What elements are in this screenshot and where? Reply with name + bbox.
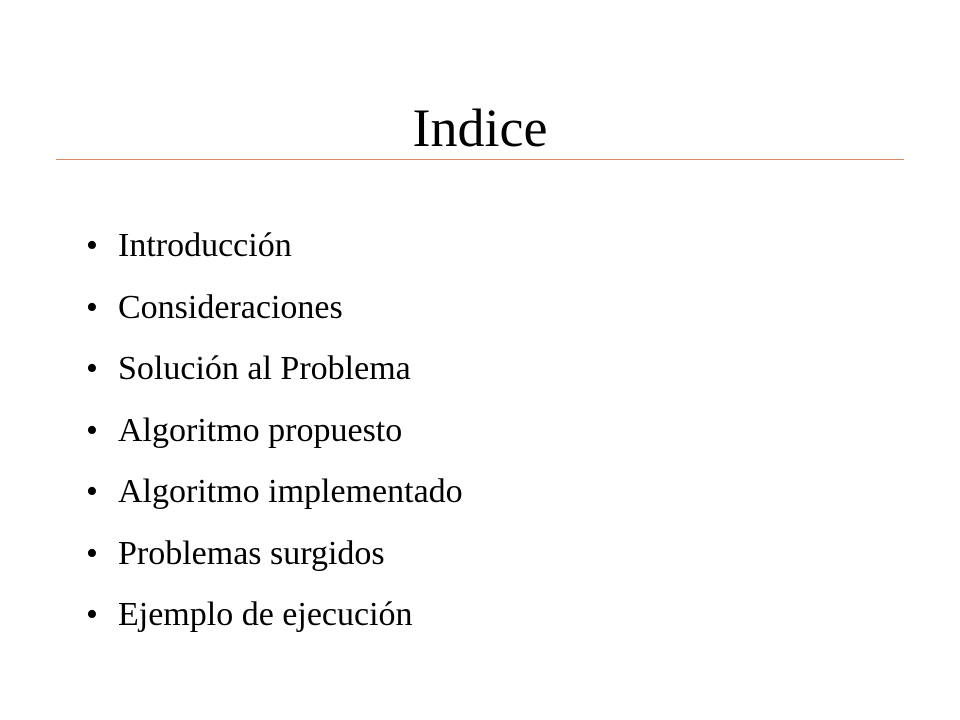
bullet-icon: • (86, 288, 98, 326)
list-item-label: Introducción (118, 227, 292, 264)
bullet-icon: • (86, 534, 98, 572)
bullet-icon: • (86, 411, 98, 449)
list-item (86, 461, 463, 523)
bullet-icon: • (86, 473, 98, 510)
bullet-icon: • (86, 596, 98, 633)
list-item (86, 338, 463, 400)
list-item-label: Solución al Problema (118, 350, 411, 387)
title-divider (56, 159, 904, 160)
list-item (86, 400, 463, 462)
bullet-icon: • (86, 227, 98, 264)
list-item-label: Ejemplo de ejecución (118, 596, 413, 633)
slide-title: Indice (412, 98, 548, 158)
list-item (86, 277, 463, 339)
bullet-icon: • (86, 350, 98, 387)
list-item (86, 215, 463, 277)
list-item-label: Algoritmo propuesto (118, 411, 403, 449)
list-item (86, 523, 463, 585)
list-item-label: Consideraciones (118, 288, 343, 326)
list-item (86, 584, 463, 646)
list-item-label: Problemas surgidos (118, 534, 385, 572)
list-item-label: Algoritmo implementado (118, 473, 463, 510)
index-list (86, 215, 463, 646)
